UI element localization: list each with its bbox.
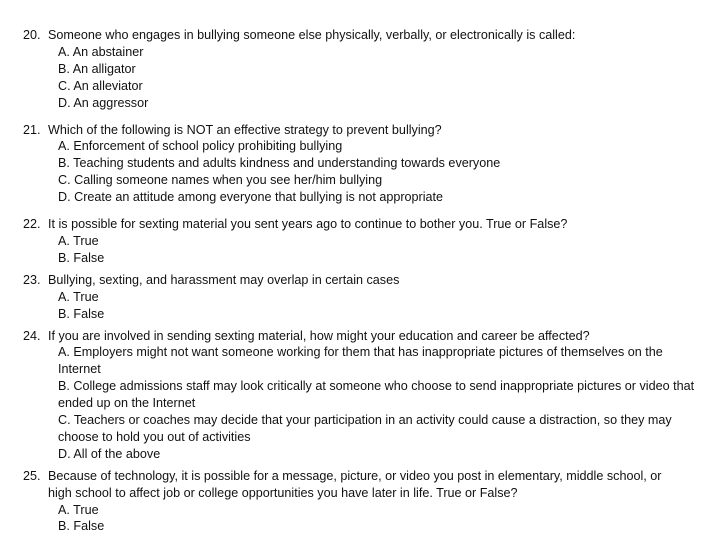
question-line: [0, 27, 720, 44]
answer-option: A. Employers might not want someone working for them that has inappropriate pictures of themselves on the Internet: [58, 345, 663, 377]
question-number: 25.: [23, 468, 41, 483]
answer-options: [0, 233, 720, 267]
question-number: 20.: [23, 28, 41, 42]
question-number: 23.: [23, 272, 41, 287]
question-text: Bullying, sexting, and harassment may overlap in certain cases: [48, 272, 400, 287]
question-24: [0, 328, 720, 463]
answer-option: B. An alligator: [58, 61, 136, 76]
answer-option: A. True: [58, 502, 99, 517]
answer-options: [0, 289, 720, 323]
answer-option: A. True: [58, 289, 99, 304]
question-text: Because of technology, it is possible for a message, picture, or video you post in elementary, middle school, or high school to affect job or college opportunities you have later in life. True or False?: [48, 468, 662, 500]
answer-option: C. An alleviator: [58, 78, 143, 93]
answer-option: C. Teachers or coaches may decide that your participation in an activity could cause a distraction, so they may choose to hold you out of activities: [58, 413, 672, 444]
answer-option: B. False: [58, 250, 105, 265]
question-25: [0, 468, 720, 536]
answer-option: D. All of the above: [58, 446, 161, 461]
question-20: [0, 27, 720, 112]
answer-option: A. True: [58, 233, 99, 248]
answer-option: B. College admissions staff may look critically at someone who choose to send inappropriate pictures or video that ended up on the Internet: [58, 379, 695, 411]
answer-option: B. False: [58, 519, 105, 534]
answer-option: B. Teaching students and adults kindness and understanding towards everyone: [58, 156, 501, 171]
question-line: [0, 272, 720, 289]
question-22: [0, 216, 720, 267]
question-23: [0, 272, 720, 323]
answer-option: A. An abstainer: [58, 44, 144, 59]
question-text: It is possible for sexting material you sent years ago to continue to bother you. True or False?: [48, 217, 568, 232]
answer-options: [0, 138, 720, 206]
answer-option: A. Enforcement of school policy prohibiting bullying: [58, 139, 343, 154]
question-line: [0, 328, 720, 345]
question-text: Someone who engages in bullying someone else physically, verbally, or electronically is called:: [48, 28, 576, 42]
question-line: [0, 468, 720, 502]
answer-options: [0, 44, 720, 112]
question-line: [0, 216, 720, 233]
answer-option: B. False: [58, 306, 105, 321]
question-number: 22.: [23, 217, 41, 232]
question-line: [0, 122, 720, 139]
question-text: Which of the following is NOT an effective strategy to prevent bullying?: [48, 122, 442, 137]
question-21: [0, 122, 720, 207]
question-text: If you are involved in sending sexting material, how might your education and career be affected?: [48, 328, 590, 343]
answer-option: D. An aggressor: [58, 95, 149, 110]
answer-option: D. Create an attitude among everyone that bullying is not appropriate: [58, 190, 444, 205]
answer-options: [0, 344, 720, 462]
answer-options: [0, 502, 720, 536]
question-number: 24.: [23, 328, 41, 343]
question-number: 21.: [23, 122, 41, 137]
answer-option: C. Calling someone names when you see her/him bullying: [58, 173, 383, 188]
